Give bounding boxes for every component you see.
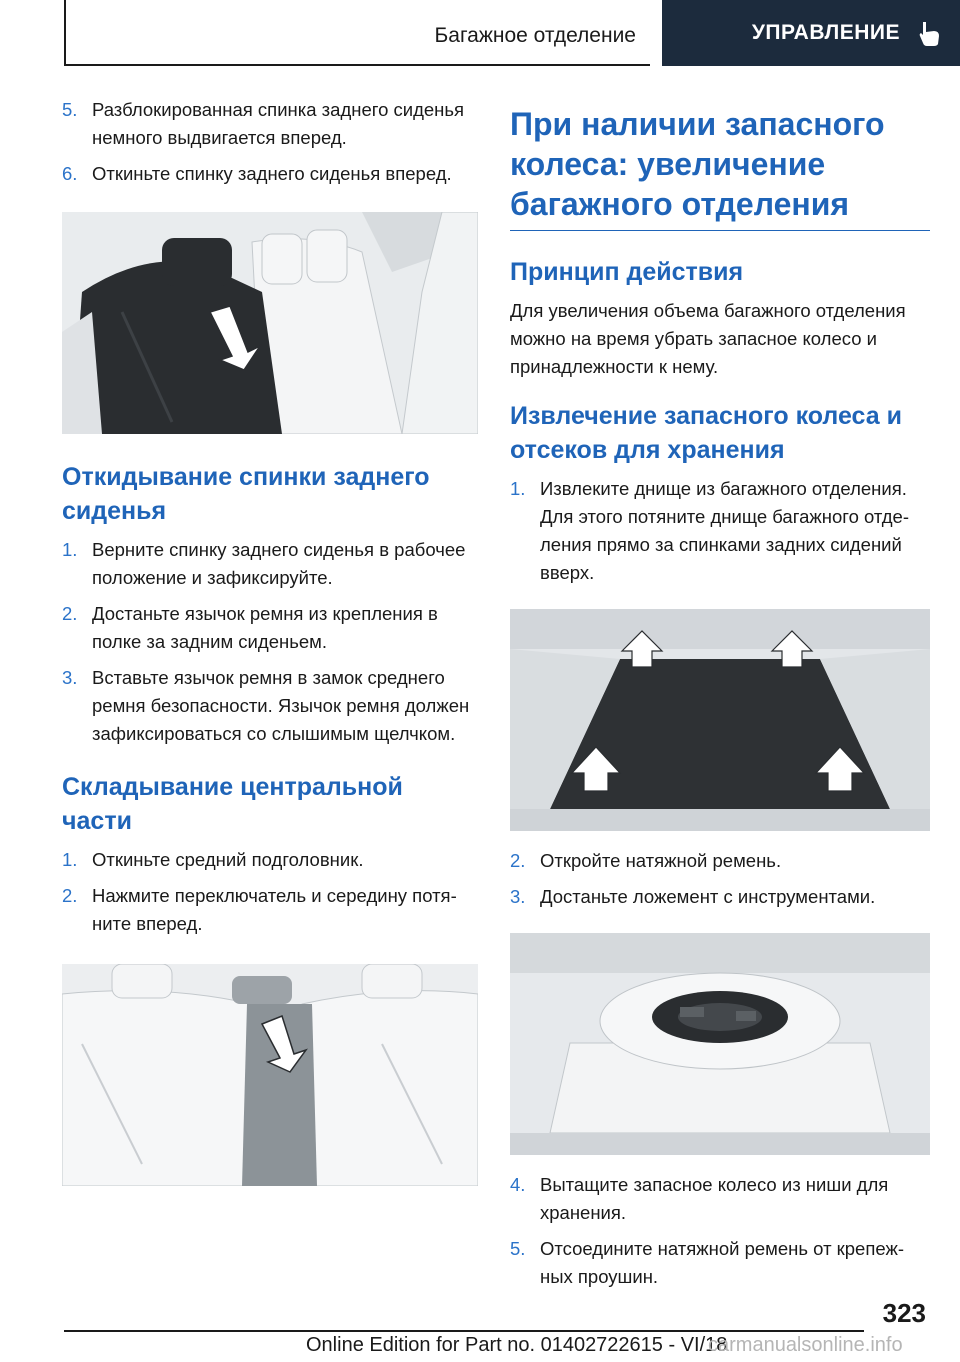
list-item [510, 847, 930, 875]
step-text: Разблокированная спинка заднего сиденья немного выдвигается вперед. [92, 99, 465, 148]
list-item [62, 96, 478, 152]
step-number: 1. [510, 478, 526, 499]
illustration-trunk-floor [510, 609, 930, 831]
pointing-hand-icon [914, 18, 944, 48]
step-number: 5. [510, 1238, 526, 1259]
list-item [62, 664, 478, 748]
step-number: 3. [510, 886, 526, 907]
step-text: Нажмите переключатель и середину потяните вперед. [92, 885, 457, 934]
list-item [510, 1171, 930, 1227]
list-item [510, 475, 930, 587]
step-text: Извлеките днище из багажного отделения. Для этого потяните днище багажного отделения прямо за спинками задних сидений вверх. [540, 478, 909, 583]
step-number: 4. [510, 1174, 526, 1195]
illustration-rear-seat-fold [62, 212, 478, 434]
heading-principle: Принцип действия [510, 258, 744, 286]
step-text: Достаньте ложемент с инструментами. [540, 886, 876, 907]
illustration-center-section [62, 964, 478, 1186]
heading-fold-center: Складывание центральной части [62, 773, 403, 835]
step-number: 2. [510, 850, 526, 871]
footer-rule [64, 1330, 864, 1332]
step-text: Откройте натяжной ремень. [540, 850, 782, 871]
edition-note: Online Edition for Part no. 01402722615 - VI/18 [306, 1334, 728, 1356]
step-number: 2. [62, 885, 78, 906]
chapter-title: УПРАВЛЕНИЕ [751, 21, 900, 44]
heading-remove-wheel: Извлечение запасного колеса и отсеков для хранения [510, 402, 902, 464]
page-number: 323 [882, 1298, 926, 1328]
heading-fold-backrest: Откидывание спинки заднего сиденья [62, 463, 430, 525]
step-text: Верните спинку заднего сиденья в рабочее положение и зафиксируйте. [92, 539, 466, 588]
list-item [62, 160, 478, 188]
right-column [510, 104, 930, 1299]
chapter-tab [662, 0, 960, 66]
list-item [62, 882, 478, 938]
list-item [510, 883, 930, 911]
list-item [62, 846, 478, 874]
list-item [62, 536, 478, 592]
list-item [62, 600, 478, 656]
step-text: Вытащите запасное колесо из ниши для хранения. [540, 1174, 889, 1223]
step-number: 5. [62, 99, 78, 120]
step-number: 1. [62, 539, 78, 560]
step-text: Вставьте язычок ремня в замок среднего ремня безопасности. Язычок ремня должен зафиксироваться со слышимым щелчком. [92, 667, 470, 744]
left-column [62, 96, 478, 1206]
watermark: carmanualsonline.info [708, 1334, 903, 1356]
section-title: Багажное отделение [434, 24, 636, 47]
step-number: 1. [62, 849, 78, 870]
list-item [510, 1235, 930, 1291]
principle-paragraph: Для увеличения объема багажного отделения можно на время убрать запасное колесо и принадлежности к нему. [510, 300, 906, 377]
step-number: 3. [62, 667, 78, 688]
step-number: 2. [62, 603, 78, 624]
step-text: Откиньте спинку заднего сиденья вперед. [92, 163, 452, 184]
illustration-spare-wheel [510, 933, 930, 1155]
step-text: Достаньте язычок ремня из крепления в полке за задним сиденьем. [92, 603, 438, 652]
page-title: При наличии запасного колеса: увеличение багажного отделения [510, 104, 930, 231]
step-text: Откиньте средний подголовник. [92, 849, 364, 870]
header-bottom-rule [64, 64, 650, 66]
step-text: Отсоедините натяжной ремень от крепежных проушин. [540, 1238, 904, 1287]
step-number: 6. [62, 163, 78, 184]
